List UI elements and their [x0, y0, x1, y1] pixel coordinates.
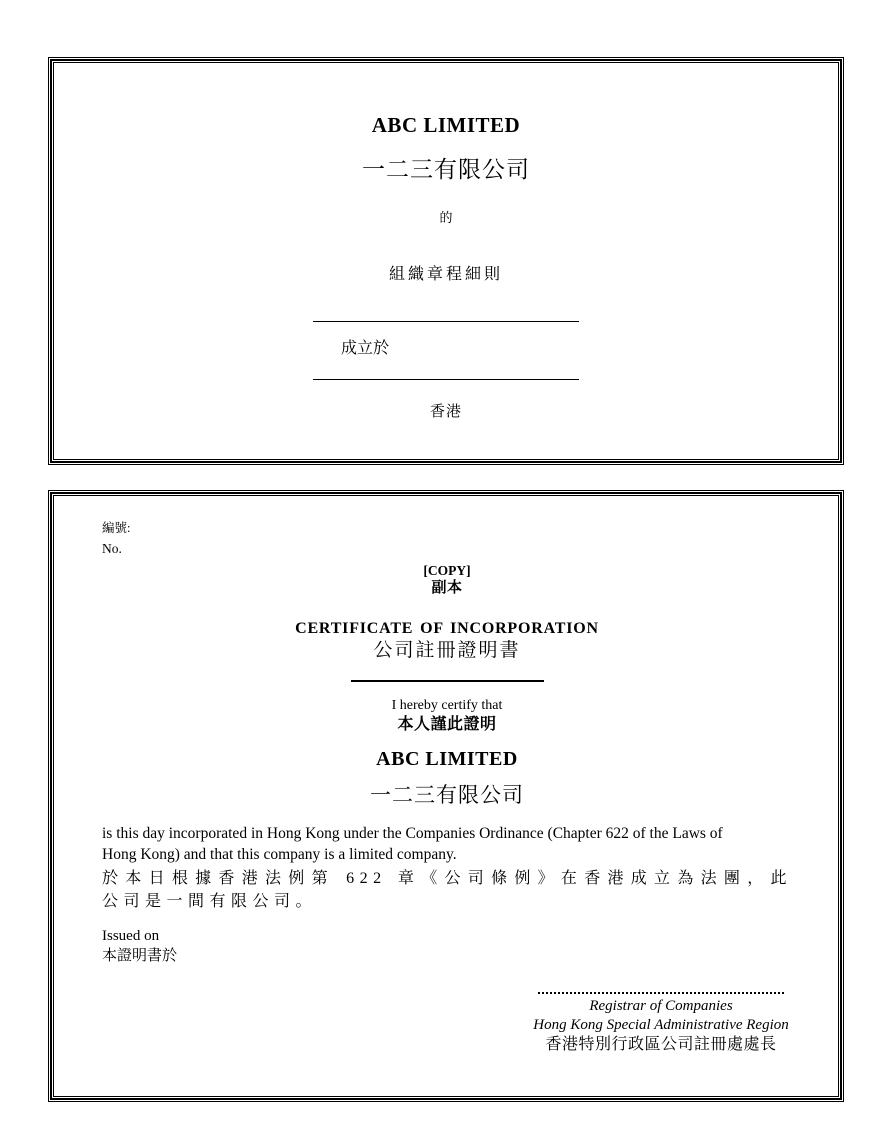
number-label-english: No.: [102, 541, 122, 556]
body-chinese-line-1: 於本日根據香港法例第 622 章《公司條例》在香港成立為法團，此: [102, 870, 792, 887]
title-divider-rule: [351, 680, 544, 682]
registrar-region-english: Hong Kong Special Administrative Region: [533, 1017, 789, 1033]
registrar-title-english: Registrar of Companies: [589, 998, 733, 1014]
certify-statement-english: I hereby certify that: [391, 698, 503, 713]
issued-on-label-english: Issued on: [102, 928, 160, 944]
certificate-company-name-chinese: 一二三有限公司: [370, 783, 524, 807]
cover-incorporated-on-label: 成立於: [341, 340, 390, 357]
certificate-title-chinese: 公司註冊證明書: [373, 640, 521, 661]
cover-place-hong-kong: 香港: [429, 404, 462, 420]
certificate-title-english: CERTIFICATE OF INCORPORATION: [295, 620, 599, 637]
certificate-content: [54, 496, 838, 1055]
cover-frame-middle: [50, 59, 842, 463]
certificate-company-name-english: ABC LIMITED: [376, 748, 518, 770]
blank-fill-line-bottom: [313, 379, 579, 380]
registrar-title-chinese: 香港特別行政區公司註冊處處長: [545, 1036, 777, 1053]
cover-content: [54, 63, 838, 422]
cover-company-name-chinese: 一二三有限公司: [362, 157, 530, 182]
cover-frame-inner: [53, 62, 839, 460]
certificate-frame-inner: [53, 495, 839, 1097]
cover-company-name-english: ABC LIMITED: [371, 113, 521, 137]
certificate-box: [48, 490, 844, 1102]
certificate-body: [102, 823, 792, 966]
certificate-number-block: [102, 520, 792, 557]
copy-label-english: [COPY]: [423, 563, 471, 578]
certify-statement-chinese: 本人謹此證明: [397, 716, 497, 733]
body-english-line-1: is this day incorporated in Hong Kong under the Companies Ordinance (Chapter 622 of the Laws of: [102, 825, 723, 842]
signature-dotted-line: [538, 992, 784, 994]
cover-fill-in-area: [313, 321, 579, 380]
cover-possessive-particle: 的: [439, 210, 453, 225]
cover-articles-title: 組織章程細則: [388, 266, 503, 283]
certificate-frame-middle: [50, 492, 842, 1100]
issued-on-label-chinese: 本證明書於: [102, 948, 178, 964]
body-chinese-line-2: 公司是一間有限公司。: [102, 893, 318, 910]
body-english-line-2: Hong Kong) and that this company is a limited company.: [102, 846, 457, 863]
copy-label-chinese: 副本: [431, 580, 463, 596]
number-label-chinese: 編號:: [102, 521, 131, 535]
articles-cover-box: [48, 57, 844, 465]
registrar-signature-block: [520, 992, 802, 1055]
blank-fill-line-top: [313, 321, 579, 322]
